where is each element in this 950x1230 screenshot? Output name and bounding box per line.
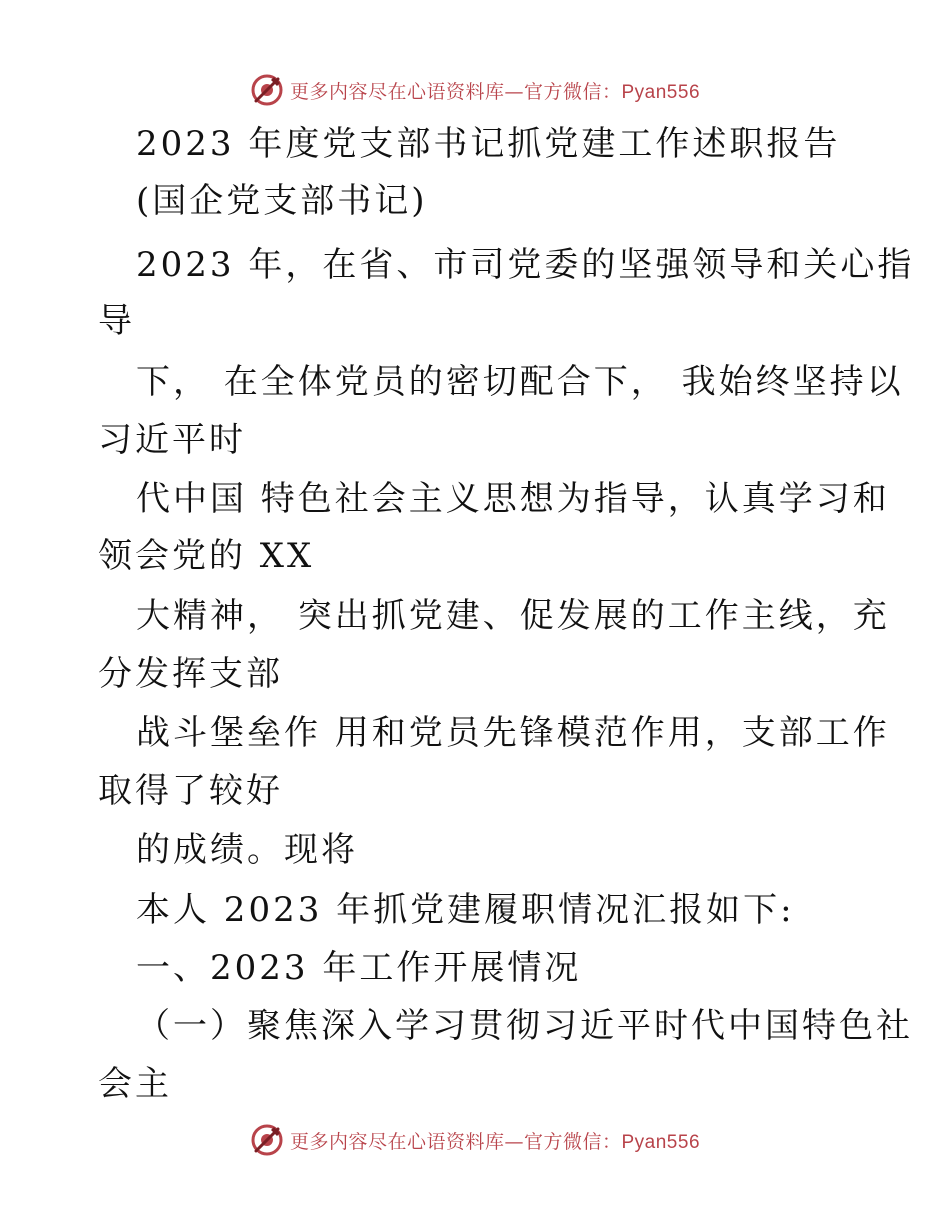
doc-line: 习近平时: [98, 420, 246, 460]
doc-line: 本人 2023 年抓党建履职情况汇报如下:: [136, 890, 795, 930]
doc-line: 战斗堡垒作 用和党员先锋模范作用，支部工作: [136, 713, 890, 753]
doc-line: 取得了较好: [98, 771, 283, 811]
watermark-footer: [0, 1120, 950, 1160]
doc-line: 2023 年，在省、市司党委的坚强领导和关心指: [136, 245, 915, 285]
doc-line: (国企党支部书记): [136, 181, 428, 221]
brand-logo-icon: [250, 73, 284, 107]
doc-line: 代中国 特色社会主义思想为指导，认真学习和: [136, 479, 890, 519]
doc-line: 分发挥支部: [98, 654, 283, 694]
doc-line: 大精神， 突出抓党建、促发展的工作主线，充: [136, 596, 890, 636]
watermark-header: [0, 70, 950, 110]
brand-logo-icon: [250, 1123, 284, 1157]
doc-line: 导: [98, 301, 135, 341]
doc-line: 下， 在全体党员的密切配合下， 我始终坚持以: [136, 362, 904, 402]
doc-line: 会主: [98, 1064, 172, 1104]
watermark-text: 更多内容尽在心语资料库—官方微信：Pyan556: [289, 80, 701, 103]
doc-line: 2023 年度党支部书记抓党建工作述职报告: [136, 124, 841, 164]
doc-line: 领会党的 XX: [98, 536, 315, 576]
doc-line: 的成绩。现将: [136, 830, 358, 870]
watermark-text: 更多内容尽在心语资料库—官方微信：Pyan556: [289, 1130, 701, 1153]
doc-line: 一、2023 年工作开展情况: [136, 948, 582, 988]
doc-line: （一）聚焦深入学习贯彻习近平时代中国特色社: [136, 1006, 913, 1046]
